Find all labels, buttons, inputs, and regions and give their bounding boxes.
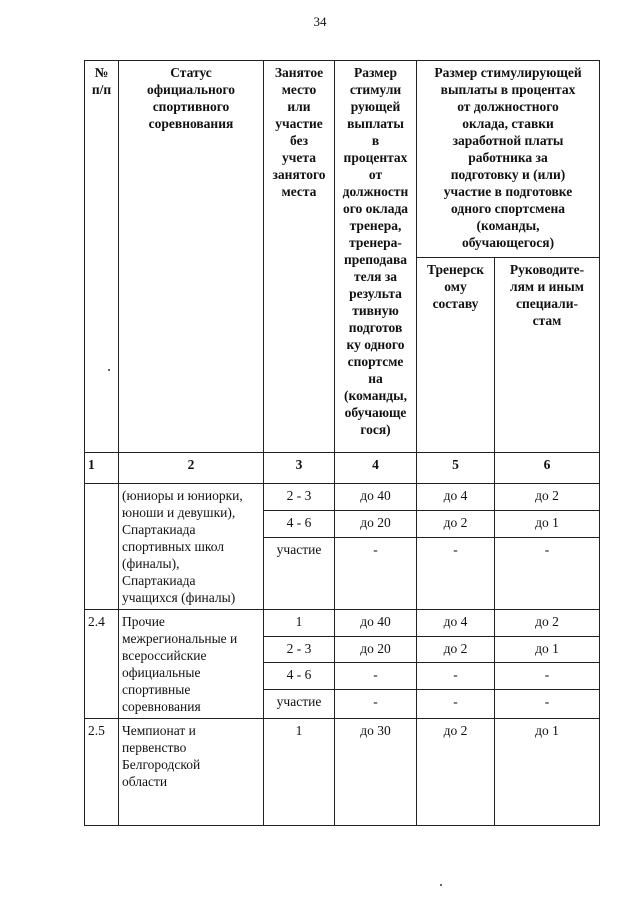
coach-payment-cell: до 40 bbox=[335, 484, 417, 511]
coaching-staff-cell: - bbox=[417, 663, 495, 690]
header-place: Занятое место или участие без учета занятого места bbox=[264, 61, 335, 453]
place-cell: 1 bbox=[264, 610, 335, 637]
header-coaching-staff: Тренерск ому составу bbox=[417, 258, 495, 453]
place-cell: 1 bbox=[264, 719, 335, 826]
header-payment-coach: Размер стимули рующей выплаты в процентах от должностн ого оклада тренера, тренера- преподава теля за результа тивную подготов ку одного спортсме на (команды, обучающе гося) bbox=[335, 61, 417, 453]
row-number bbox=[85, 484, 119, 610]
place-cell: 4 - 6 bbox=[264, 511, 335, 538]
coaching-staff-cell: - bbox=[417, 690, 495, 719]
table-row bbox=[85, 484, 600, 511]
column-number-row bbox=[85, 453, 600, 484]
table-row bbox=[85, 719, 600, 826]
stimulus-payment-table bbox=[84, 60, 600, 826]
col-number: 3 bbox=[264, 453, 335, 484]
coaching-staff-cell: - bbox=[417, 538, 495, 610]
managers-cell: до 1 bbox=[495, 719, 600, 826]
place-cell: 2 - 3 bbox=[264, 636, 335, 663]
col-number: 2 bbox=[119, 453, 264, 484]
coaching-staff-cell: до 2 bbox=[417, 511, 495, 538]
coach-payment-cell: до 20 bbox=[335, 511, 417, 538]
coach-payment-cell: до 40 bbox=[335, 610, 417, 637]
row-number: 2.4 bbox=[85, 610, 119, 719]
coaching-staff-cell: до 2 bbox=[417, 636, 495, 663]
table-row bbox=[85, 610, 600, 637]
coach-payment-cell: до 20 bbox=[335, 636, 417, 663]
coach-payment-cell: - bbox=[335, 538, 417, 610]
place-cell: 4 - 6 bbox=[264, 663, 335, 690]
competition-status: (юниоры и юниорки, юноши и девушки), Спартакиада спортивных школ (финалы), Спартакиада учащихся (финалы) bbox=[119, 484, 264, 610]
managers-cell: - bbox=[495, 663, 600, 690]
coaching-staff-cell: до 2 bbox=[417, 719, 495, 826]
competition-status: Прочие межрегиональные и всероссийские официальные спортивные соревнования bbox=[119, 610, 264, 719]
managers-cell: до 2 bbox=[495, 610, 600, 637]
scan-speck bbox=[440, 884, 442, 886]
place-cell: 2 - 3 bbox=[264, 484, 335, 511]
header-payment-staff: Размер стимулирующей выплаты в процентах от должностного оклада, ставки заработной платы работника за подготовку и (или) участие в подготовке одного спортсмена (команды, обучающегося) bbox=[417, 61, 600, 258]
managers-cell: - bbox=[495, 690, 600, 719]
coach-payment-cell: до 30 bbox=[335, 719, 417, 826]
header-status: Статус официального спортивного соревнования bbox=[119, 61, 264, 453]
managers-cell: до 1 bbox=[495, 511, 600, 538]
col-number: 4 bbox=[335, 453, 417, 484]
page-number: 34 bbox=[313, 14, 327, 29]
col-number: 5 bbox=[417, 453, 495, 484]
competition-status: Чемпионат и первенство Белгородской области bbox=[119, 719, 264, 826]
header-row bbox=[85, 61, 600, 258]
col-number: 1 bbox=[85, 453, 119, 484]
coach-payment-cell: - bbox=[335, 690, 417, 719]
coaching-staff-cell: до 4 bbox=[417, 484, 495, 511]
coaching-staff-cell: до 4 bbox=[417, 610, 495, 637]
header-managers: Руководите- лям и иным специали- стам bbox=[495, 258, 600, 453]
managers-cell: до 1 bbox=[495, 636, 600, 663]
header-num: № п/п bbox=[85, 61, 119, 453]
coach-payment-cell: - bbox=[335, 663, 417, 690]
place-cell: участие bbox=[264, 538, 335, 610]
managers-cell: до 2 bbox=[495, 484, 600, 511]
managers-cell: - bbox=[495, 538, 600, 610]
place-cell: участие bbox=[264, 690, 335, 719]
scan-speck bbox=[108, 369, 110, 371]
row-number: 2.5 bbox=[85, 719, 119, 826]
col-number: 6 bbox=[495, 453, 600, 484]
